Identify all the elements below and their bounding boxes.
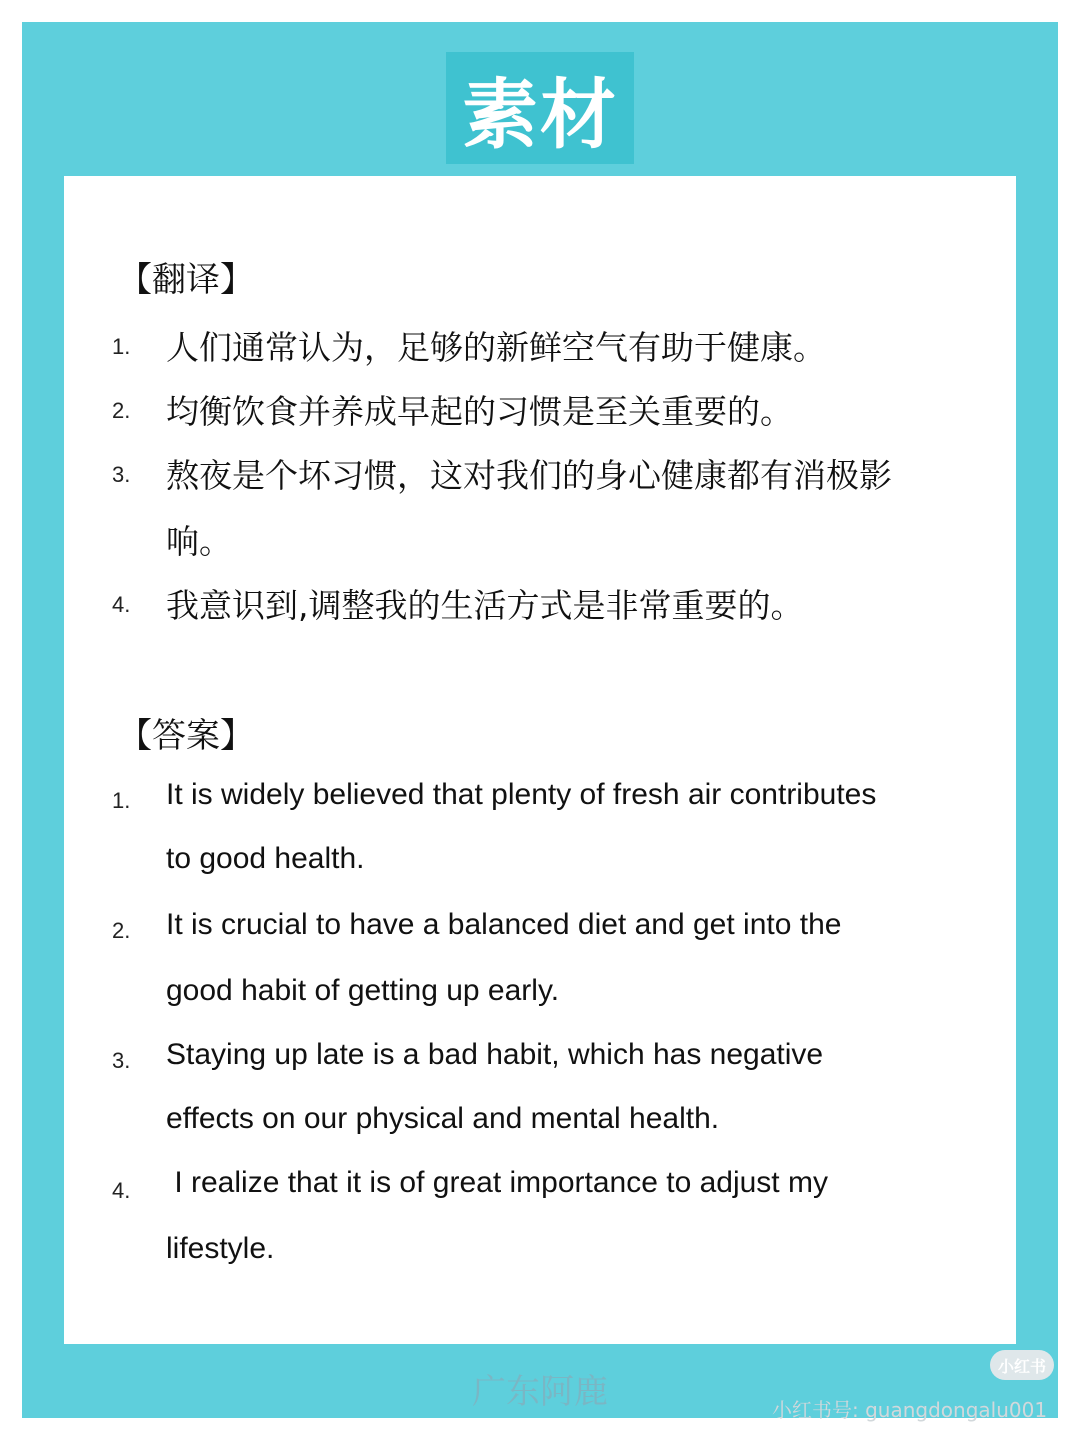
item-number: 3. (112, 462, 131, 487)
translation-heading: 【翻译】 (118, 260, 254, 300)
item-text-line: to good health. (166, 842, 365, 875)
item-number: 4. (112, 592, 131, 617)
item-text-line: 人们通常认为，足够的新鲜空气有助于健康。 (166, 328, 826, 367)
item-number: 1. (112, 788, 131, 813)
item-number: 2. (112, 398, 131, 423)
item-text-line: Staying up late is a bad habit, which has negative (166, 1038, 824, 1071)
author-name: 广东阿鹿 (472, 1372, 608, 1412)
item-text-line: It is crucial to have a balanced diet and get into the (166, 908, 842, 941)
item-text-line: effects on our physical and mental health. (166, 1102, 720, 1135)
item-text-line: 均衡饮食并养成早起的习惯是至关重要的。 (166, 392, 793, 431)
item-text-line: It is widely believed that plenty of fresh air contributes (166, 778, 877, 811)
xiaohongshu-logo (990, 1350, 1054, 1380)
item-number: 2. (112, 918, 131, 943)
logo-text: 小红书 (997, 1356, 1046, 1376)
item-text-line: good habit of getting up early. (166, 974, 560, 1007)
account-watermark: 小红书号: guangdongalu001 (772, 1398, 1048, 1422)
item-number: 4. (112, 1178, 131, 1203)
item-text-line: lifestyle. (166, 1232, 275, 1265)
item-text-line: 我意识到,调整我的生活方式是非常重要的。 (166, 586, 804, 625)
item-number: 1. (112, 334, 131, 359)
title-badge (446, 52, 634, 164)
item-number: 3. (112, 1048, 131, 1073)
answer-heading: 【答案】 (118, 716, 254, 756)
item-text-line: I realize that it is of great importance to adjust my (166, 1166, 828, 1199)
item-text-line: 响。 (166, 522, 232, 561)
page-title: 素材 (462, 69, 618, 159)
item-text-line: 熬夜是个坏习惯，这对我们的身心健康都有消极影 (166, 456, 892, 495)
